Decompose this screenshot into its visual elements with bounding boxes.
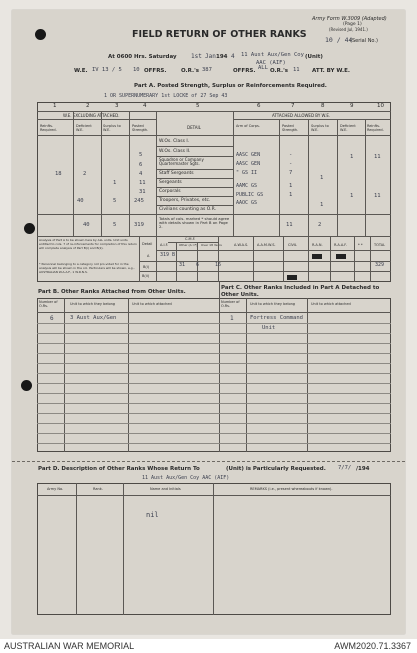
return-month: Jan <box>205 53 216 60</box>
part-c-row-unit-1: Fortress Command <box>250 315 303 321</box>
ors2-label: O.R.'s <box>270 68 289 74</box>
unit-corps: AAC (AIF) <box>256 60 286 66</box>
part-c-row-unit-2: Unit <box>262 325 276 331</box>
col-posted: Posted Strength. <box>132 124 149 132</box>
punch-hole-bottom <box>21 380 32 391</box>
part-b-col-unit-belong: Unit to which they belong <box>70 302 116 306</box>
we-excluding-attached-label: W.E. EXCLUDING ATTACHED. <box>63 113 120 118</box>
part-d-table <box>37 483 391 615</box>
unit-name: 11 Aust Aux/Gen Coy <box>241 52 304 58</box>
attached-allowed-label: ATTACHED ALLOWED BY W.E. <box>272 113 331 118</box>
army-form-page: (Page 1) <box>343 22 362 27</box>
ors2-value: 11 <box>293 67 300 73</box>
part-c-col-unit-belong: Unit to which they belong <box>250 302 296 306</box>
army-form-revised: (Revised Jul, 1941.) <box>329 27 368 32</box>
att-by-we-label: ATT. BY W.E. <box>312 68 350 74</box>
row-label-a: A <box>147 254 150 258</box>
col-posted-2: Posted Strength. <box>282 124 299 132</box>
col-deficient-2: Deficient W.E. <box>340 124 356 132</box>
part-d-title: Part D. Description of Other Ranks Whose Return To <box>38 466 200 472</box>
offrs-label: OFFRS. <box>144 68 167 74</box>
part-d-unit-line: 11 Aust Aux/Gen Coy AAC (AIF) <box>142 475 230 481</box>
serial-number: 10 / 44 <box>325 36 353 44</box>
unit-all: ALL <box>258 65 268 71</box>
footer-institution: AUSTRALIAN WAR MEMORIAL <box>4 641 135 651</box>
tear-line <box>12 461 405 462</box>
part-d-col-rank: Rank. <box>93 487 103 491</box>
year-label: 194 <box>216 54 228 60</box>
form-title: FIELD RETURN OF OTHER RANKS <box>132 29 307 40</box>
row-label-bi: B(i) <box>143 265 150 269</box>
year-digit: 4 <box>231 53 235 60</box>
col-detail: DETAIL <box>187 125 201 130</box>
col-arm: Arm of Corps. <box>236 124 260 128</box>
part-d-date: 7/7/ <box>338 465 352 471</box>
at-time-label: At 0600 Hrs. Saturday <box>108 54 177 60</box>
offrs2-label: OFFRS. <box>233 68 256 74</box>
offrs-value: 10 <box>133 67 140 73</box>
we-value: IV 13 / 5 <box>92 67 122 73</box>
part-b-col-number: Number of O.Rs. <box>39 300 58 308</box>
we-label: W.E. <box>74 68 88 74</box>
footer-reference: AWM2020.71.3367 <box>334 641 411 651</box>
part-a-title: Part A. Posted Strength, Surplus or Reinforcements Required. <box>134 83 327 89</box>
part-d-col-remarks: REMARKS (i.e., present whereabouts if known). <box>250 487 333 491</box>
part-b-row-unit: 3 Aust Aux/Gen <box>70 315 117 321</box>
analysis-note: Analysis of Part A to be shown here by ALL units. Unit units entitled to cols. 7 of re-inforcements for completion of this return will complete analysis of Part B(i) and B(ii). <box>39 238 137 250</box>
part-d-unit-label: (Unit) is Particularly Requested. <box>226 466 326 472</box>
col-deficient: Deficient W.E. <box>76 124 92 132</box>
part-c-col-unit-attached: Unit to which attached <box>311 302 351 306</box>
part-d-entry: nil <box>146 511 159 519</box>
part-b-row-count: 6 <box>50 315 54 322</box>
part-a-note: 1 OR SUPERNUMERARY 1st LOCKE of 27 Sep 43 <box>104 93 228 99</box>
cmf-label: C.M.F. <box>185 237 196 241</box>
part-d-year-label: /194 <box>356 466 370 472</box>
analysis-note-2: * Personnel belonging to a category not pro-vided for in the analysis will be shown in the col. Particulars will be shown, e.g., AUSTRALIAN W.A.A.F., 1 W.R.N.S. <box>39 262 135 274</box>
part-b-title: Part B. Other Ranks Attached from Other Units. <box>38 289 186 295</box>
archive-footer <box>0 639 417 653</box>
row-label-detail: Detail <box>142 242 153 246</box>
col-surplus: Surplus to W.E. <box>103 124 121 132</box>
col-reinfts: Reinfts. Required. <box>40 124 57 132</box>
punch-hole-top <box>35 29 46 40</box>
ors-value: 387 <box>202 67 212 73</box>
part-c-row-count: 1 <box>230 315 234 322</box>
ors-label: O.R.'s <box>181 68 200 74</box>
part-c-col-number: Number of O.Rs. <box>221 300 240 308</box>
part-c-title: Part C. Other Ranks Included in Part A Detached to Other Units. <box>221 285 380 298</box>
punch-hole-middle <box>24 223 35 234</box>
army-form-label: Army Form W.3009 (Adapted) <box>312 16 387 22</box>
col-reinfts-2: Reinfts. Required. <box>367 124 384 132</box>
part-d-col-name: Name and Initials <box>150 487 181 491</box>
part-b-col-unit-attached: Unit to which attached <box>132 302 172 306</box>
return-day: 1st <box>191 53 202 60</box>
row-label-bii: B(ii) <box>142 274 150 278</box>
serial-no-label: (Serial No.) <box>350 38 378 44</box>
unit-label: (Unit) <box>305 54 323 60</box>
part-d-col-army-no: Army No. <box>47 487 64 491</box>
col-surplus-2: Surplus to W.E. <box>311 124 329 132</box>
